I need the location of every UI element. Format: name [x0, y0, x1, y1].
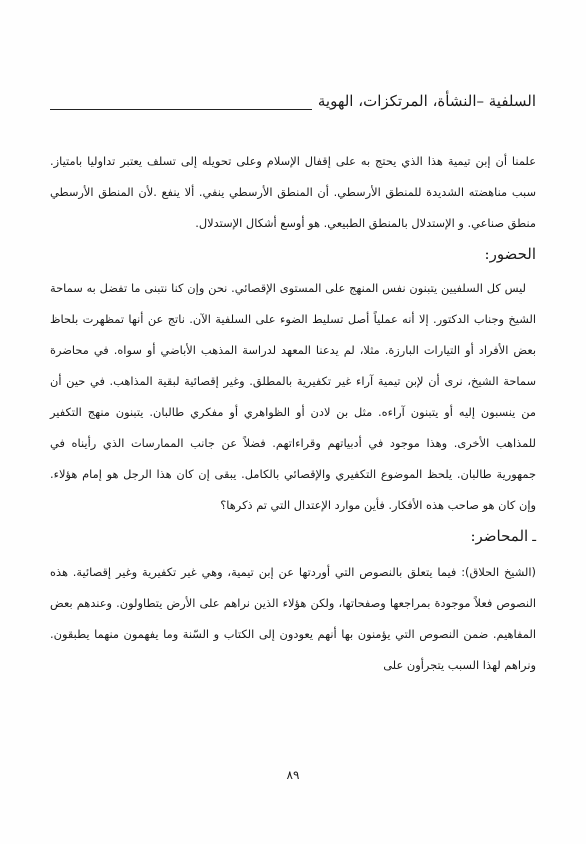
- running-header: [50, 92, 536, 116]
- section-heading-muhadir: [50, 525, 536, 549]
- running-title: السلفية –النشأة، المرتكزات، الهوية: [312, 92, 536, 110]
- heading-mark-icon: ـ: [532, 530, 536, 545]
- paragraph-hudur: ليس كل السلفيين يتبنون نفس المنهج على المستوى الإقصائي. نحن وإن كنا نتبنى ما تفضل به سماحة الشيخ وجناب الدكتور. إلا أنه عملياً أصل تسليط الضوء على السلفية الآن. ناتج عن أنها تمظهرت بلحاظ بعض الأفراد أو التيارات البارزة. مثلا، لم يدعنا المعهد لدراسة المذهب الأباضي أو سواه. في محاضرة سماحة الشيخ، نرى أن لإبن تيمية آراء غير تكفيرية بالمطلق. وغير إقصائية لبقية المذاهب. في حين أن من ينسبون إليه أو يتبنون آراءه. مثل بن لادن أو الظواهري أو مفكري طالبان. يتبنون منهج التكفير للمذاهب الأخرى. وهذا موجود في أدبياتهم وقراءاتهم. فضلاً عن جانب الممارسات الذي رأيناه في جمهورية طالبان. يلحظ الموضوع التكفيري والإقصائي بالكامل. يبقى إن كان هذا الرجل هو إمام هؤلاء. وإن كان هو صاحب هذه الأفكار. فأين موارد الإعتدال التي تم ذكرها؟: [50, 281, 536, 512]
- section-heading-muhadir-label: المحاضر:: [470, 527, 529, 545]
- section-heading-hudur-label: الحضور:: [484, 245, 536, 263]
- body-text: [50, 146, 536, 681]
- section-heading-hudur: [50, 243, 536, 265]
- paragraph-muhadir: (الشيخ الحلاق): فيما يتعلق بالنصوص التي أوردتها عن إبن تيمية، وهي غير تكفيرية وغير إقصائية. هذه النصوص فعلاً موجودة بمراجعها وصفحاتها، ولكن هؤلاء الذين نراهم على الأرض يتطاولون. وعندهم بعض المفاهيم. ضمن النصوص التي يؤمنون بها أنهم يعودون إلى الكتاب و السّنة وما يفهمون منهما يطبقون. ونراهم لهذا السبب يتجرأون على: [50, 565, 536, 672]
- paragraph-intro: علمنا أن إبن تيمية هذا الذي يحتج به على إقفال الإسلام وعلى تحويله إلى تسلف يعتبر تداوليا بامتياز. سبب مناهضته الشديدة للمنطق الأرسطي. أن المنطق الأرسطي ينفي. ألا ينفع .لأن المنطق الأرسطي منطق صناعي. و الإستدلال بالمنطق الطبيعي. هو أوسع أشكال الإستدلال.: [50, 154, 536, 230]
- page-number: ٨٩: [286, 768, 300, 782]
